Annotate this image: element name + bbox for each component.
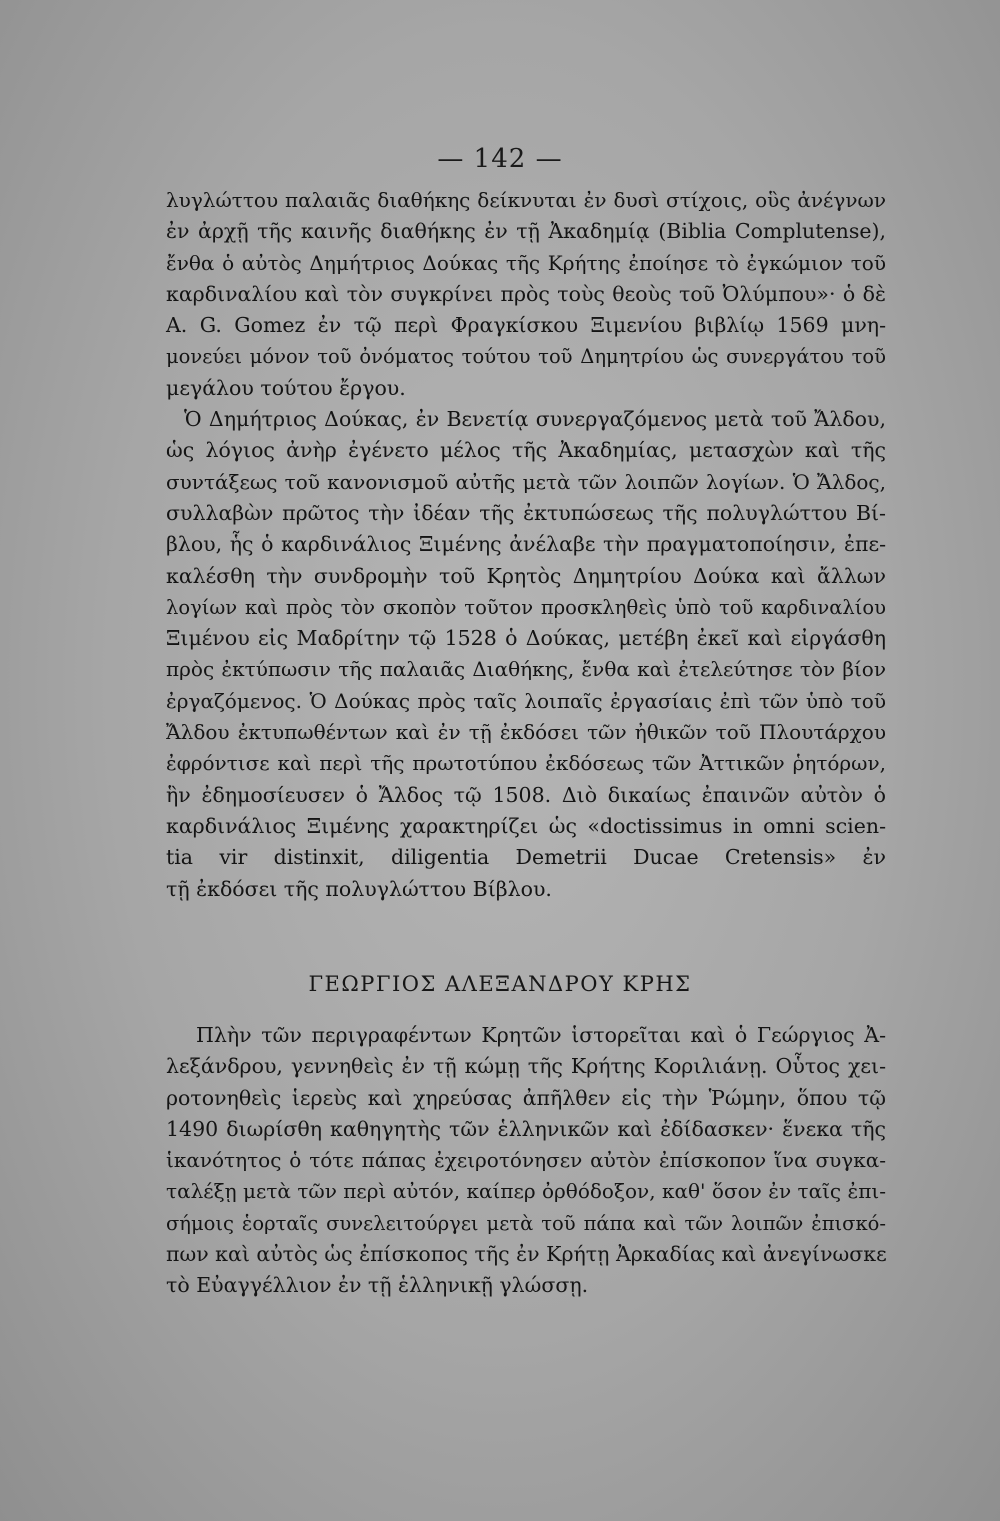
text-line: σήμοις ἑορταῖς συνελειτούργει μετὰ τοῦ πάπα καὶ τῶν λοιπῶν ἐπισκό-	[166, 1211, 886, 1235]
text-line: μονεύει μόνον τοῦ ὀνόματος τούτου τοῦ Δημητρίου ὡς συνεργάτου τοῦ	[166, 345, 886, 369]
text-line: λεξάνδρου, γεννηθεὶς ἐν τῇ κώμῃ τῆς Κρήτης Κοριλιάνῃ. Οὗτος χει-	[166, 1054, 886, 1079]
text-line: ἐφρόντισε καὶ περὶ τῆς πρωτοτύπου ἐκδόσεως τῶν Ἀττικῶν ῥητόρων,	[166, 751, 886, 776]
text-line: τὸ Εὐαγγέλλιον ἐν τῇ ἑλληνικῇ γλώσσῃ.	[166, 1273, 589, 1298]
text-line: Πλὴν τῶν περιγραφέντων Κρητῶν ἱστορεῖται καὶ ὁ Γεώργιος Ἀ-	[196, 1023, 886, 1047]
text-line: Ξιμένου εἰς Μαδρίτην τῷ 1528 ὁ Δούκας, μετέβη ἐκεῖ καὶ εἰργάσθη	[166, 626, 886, 651]
text-line: ἐν ἀρχῇ τῆς καινῆς διαθήκης ἐν τῇ Ἀκαδημίᾳ (Biblia Complutense),	[166, 219, 886, 244]
text-line: λυγλώττου παλαιᾶς διαθήκης δείκνυται ἐν δυσὶ στίχοις, οὓς ἀνέγνων	[166, 188, 886, 212]
section-heading: ΓΕΩΡΓΙΟΣ ΑΛΕΞΑΝΔΡΟΥ ΚΡΗΣ	[308, 972, 692, 996]
text-line: καλέσθη τὴν συνδρομὴν τοῦ Κρητὸς Δημητρίου Δούκα καὶ ἄλλων	[166, 563, 886, 588]
text-line: βλου, ἧς ὁ καρδινάλιος Ξιμένης ἀνέλαβε τὴν πραγματοποίησιν, ἐπε-	[166, 532, 886, 557]
text-line: καρδιναλίου καὶ τὸν συγκρίνει πρὸς τοὺς θεοὺς τοῦ Ὀλύμπου»· ὁ δὲ	[166, 281, 886, 306]
text-line: μεγάλου τούτου ἔργου.	[166, 375, 406, 400]
text-line: Ὁ Δημήτριος Δούκας, ἐν Βενετίᾳ συνεργαζόμενος μετὰ τοῦ Ἄλδου,	[184, 407, 886, 432]
page-number: — 142 —	[437, 144, 563, 174]
text-line: tia vir distinxit, diligentia Demetrii Ducae Cretensis» ἐν	[166, 845, 886, 870]
text-line: τῇ ἐκδόσει τῆς πολυγλώττου Βίβλου.	[166, 876, 552, 901]
text-line: ἐργαζόμενος. Ὁ Δούκας πρὸς ταῖς λοιπαῖς ἐργασίαις ἐπὶ τῶν ὑπὸ τοῦ	[166, 688, 886, 713]
text-line: ροτονηθεὶς ἱερεὺς καὶ χηρεύσας ἀπῆλθεν εἰς τὴν Ῥώμην, ὅπου τῷ	[166, 1085, 886, 1110]
text-line: καρδινάλιος Ξιμένης χαρακτηρίζει ὡς «doctissimus in omni scien-	[166, 813, 886, 838]
text-line: πων καὶ αὐτὸς ὡς ἐπίσκοπος τῆς ἐν Κρήτῃ Ἀρκαδίας καὶ ἀνεγίνωσκε	[166, 1242, 887, 1267]
text-line: Ἄλδου ἐκτυπωθέντων καὶ ἐν τῇ ἐκδόσει τῶν ἠθικῶν τοῦ Πλουτάρχου	[166, 720, 886, 745]
text-line: ἣν ἐδημοσίευσεν ὁ Ἄλδος τῷ 1508. Διὸ δικαίως ἐπαινῶν αὐτὸν ὁ	[166, 782, 886, 807]
text-line: λογίων καὶ πρὸς τὸν σκοπὸν τοῦτον προσκληθεὶς ὑπὸ τοῦ καρδιναλίου	[166, 595, 886, 619]
text-line: συντάξεως τοῦ κανονισμοῦ αὐτῆς μετὰ τῶν λοιπῶν λογίων. Ὁ Ἄλδος,	[166, 469, 886, 494]
body-text-section-2	[166, 1020, 886, 1302]
text-line: ὡς λόγιος ἀνὴρ ἐγένετο μέλος τῆς Ἀκαδημίας, μετασχὼν καὶ τῆς	[166, 438, 886, 463]
text-line: πρὸς ἐκτύπωσιν τῆς παλαιᾶς Διαθήκης, ἔνθα καὶ ἐτελεύτησε τὸν βίον	[166, 657, 886, 682]
text-line: ἔνθα ὁ αὐτὸς Δημήτριος Δούκας τῆς Κρήτης ἐποίησε τὸ ἐγκώμιον τοῦ	[166, 250, 886, 275]
text-line: ἱκανότητος ὁ τότε πάπας ἐχειροτόνησεν αὐτὸν ἐπίσκοπον ἵνα συγκα-	[166, 1148, 886, 1173]
text-line: ταλέξῃ μετὰ τῶν περὶ αὐτόν, καίπερ ὀρθόδοξον, καθ' ὅσον ἐν ταῖς ἐπι-	[166, 1179, 886, 1204]
body-text-section-1	[166, 185, 886, 905]
text-line: A. G. Gomez ἐν τῷ περὶ Φραγκίσκου Ξιμενίου βιβλίῳ 1569 μνη-	[166, 313, 886, 338]
text-line: 1490 διωρίσθη καθηγητὴς τῶν ἑλληνικῶν καὶ ἐδίδασκεν· ἕνεκα τῆς	[166, 1116, 886, 1141]
text-line: συλλαβὼν πρῶτος τὴν ἰδέαν τῆς ἐκτυπώσεως τῆς πολυγλώττου Βί-	[166, 500, 886, 525]
